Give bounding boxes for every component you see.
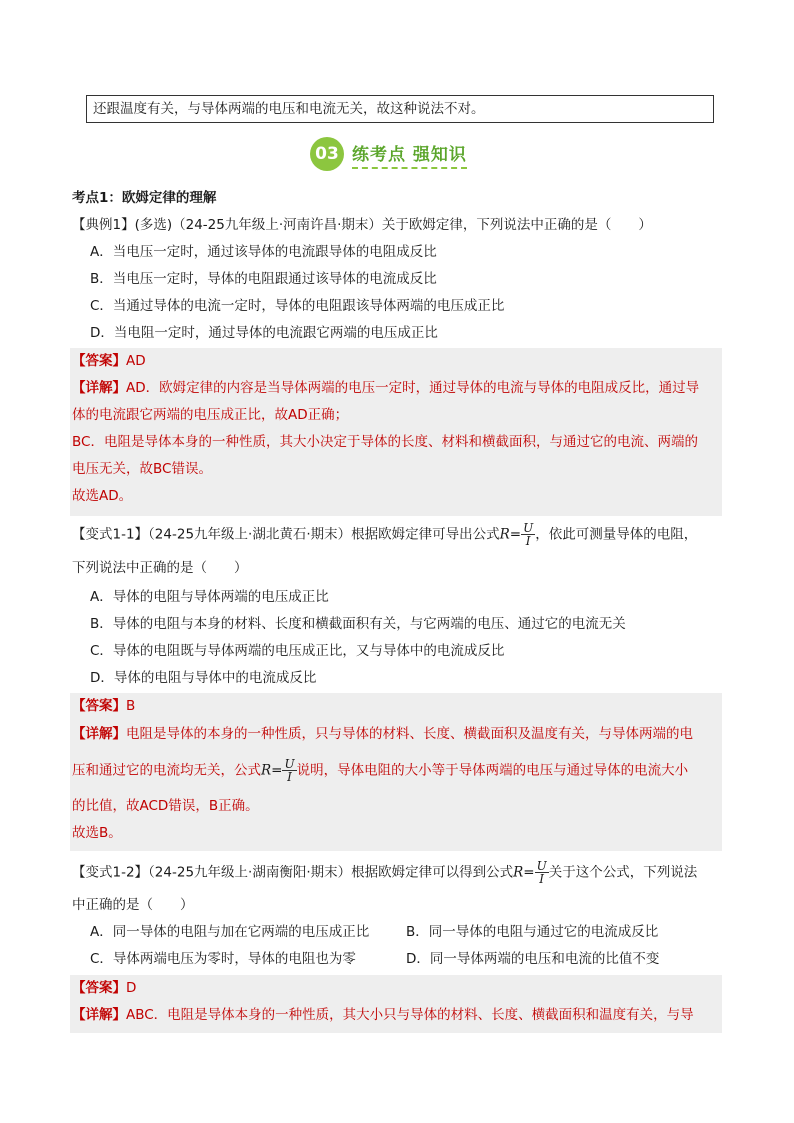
q2-option-c: C．导体的电阻既与导体两端的电压成正比，又与导体中的电流成反比 — [90, 643, 505, 659]
banner-title: 练考点 强知识 — [352, 140, 467, 169]
q3-answer-label: 【答案】 — [72, 980, 126, 996]
q1-detail-line-3: BC．电阻是导体本身的一种性质，其大小决定于导体的长度、材料和横截面积，与通过它的电流、两端的 — [72, 434, 698, 450]
q2-detail-text-1: 电阻是导体的本身的一种性质，只与导体的材料、长度、横截面积及温度有关，与导体两端的电 — [126, 726, 693, 742]
q2-stem — [72, 522, 697, 547]
q1-detail-line-4: 电压无关，故BC错误。 — [72, 461, 212, 477]
q2-formula-eq: = — [509, 526, 522, 543]
formula-numerator: U — [536, 859, 547, 873]
section-title: 考点1：欧姆定律的理解 — [72, 190, 217, 206]
q2-answer — [72, 696, 135, 716]
previous-explanation-text: 还跟温度有关，与导体两端的电压和电流无关，故这种说法不对。 — [93, 101, 485, 117]
q3-stem-post: 关于这个公式，下列说法 — [548, 864, 698, 881]
q2-detail-formula-eq: = — [271, 762, 283, 779]
q1-answer-label: 【答案】 — [72, 353, 126, 369]
q1-detail-line-2: 体的电流跟它两端的电压成正比，故AD正确； — [72, 407, 349, 423]
q3-option-b: B．同一导体的电阻与通过它的电流成反比 — [406, 924, 659, 940]
q3-option-c: C．导体两端电压为零时，导体的电阻也为零 — [90, 951, 356, 967]
q1-detail-line-1 — [72, 378, 699, 398]
q1-detail-text-1: AD．欧姆定律的内容是当导体两端的电压一定时，通过导体的电流与导体的电阻成反比，通过导 — [126, 380, 700, 396]
q2-detail-line-2 — [72, 758, 688, 783]
q3-detail-text-1: ABC．电阻是导体本身的一种性质，其大小只与导体的材料、长度、横截面积和温度有关，与导 — [126, 1007, 694, 1023]
q1-option-a: A．当电压一定时，通过该导体的电流跟导体的电阻成反比 — [90, 244, 437, 260]
q2-detail-formula-fraction — [282, 758, 296, 783]
formula-denominator: I — [287, 770, 292, 784]
q2-stem-pre: 【变式1-1】（24-25九年级上·湖北黄石·期末）根据欧姆定律可导出公式 — [72, 526, 500, 543]
q1-detail-line-5: 故选AD。 — [72, 488, 133, 504]
formula-numerator: U — [284, 757, 295, 771]
q1-detail-label: 【详解】 — [72, 380, 126, 396]
q2-stem-post: ，依此可测量导体的电阻， — [535, 526, 698, 543]
q3-stem-pre: 【变式1-2】（24-25九年级上·湖南衡阳·期末）根据欧姆定律可以得到公式 — [72, 864, 514, 881]
q2-detail-text-2a: 压和通过它的电流均无关，公式 — [72, 762, 261, 779]
q1-option-c: C．当通过导体的电流一定时，导体的电阻跟该导体两端的电压成正比 — [90, 298, 505, 314]
q1-answer — [72, 351, 146, 371]
q3-detail-line-1 — [72, 1005, 694, 1025]
previous-explanation-box — [86, 95, 714, 123]
q2-answer-value: B — [126, 698, 136, 714]
banner-number-badge: 03 — [310, 137, 344, 171]
q1-option-b: B．当电压一定时，导体的电阻跟通过该导体的电流成反比 — [90, 271, 437, 287]
q2-option-b: B．导体的电阻与本身的材料、长度和横截面积有关，与它两端的电压、通过它的电流无关 — [90, 616, 626, 632]
q1-option-d: D．当电阻一定时，通过导体的电流跟它两端的电压成正比 — [90, 325, 438, 341]
q3-option-d: D．同一导体两端的电压和电流的比值不变 — [406, 951, 660, 967]
formula-denominator: I — [539, 872, 545, 886]
q2-detail-text-2b: 说明，导体电阻的大小等于导体两端的电压与通过导体的电流大小 — [296, 762, 689, 779]
q3-stem — [72, 860, 697, 885]
q3-formula-eq: = — [523, 864, 535, 881]
q1-stem: 【典例1】(多选)（24-25九年级上·河南许昌·期末）关于欧姆定律，下列说法中正确的是（ ） — [72, 217, 652, 233]
formula-denominator: I — [525, 534, 531, 548]
q2-detail-line-4: 故选B。 — [72, 825, 122, 841]
q2-stem-line-2: 下列说法中正确的是（ ） — [72, 560, 248, 576]
q2-option-a: A．导体的电阻与导体两端的电压成正比 — [90, 589, 329, 605]
q2-detail-formula-lhs: R — [261, 762, 272, 779]
q3-stem-line-2: 中正确的是（ ） — [72, 897, 194, 913]
q3-formula-fraction — [535, 860, 549, 885]
q2-detail-label: 【详解】 — [72, 726, 126, 742]
q2-detail-line-1 — [72, 724, 693, 744]
q2-detail-line-3: 的比值，故ACD错误，B正确。 — [72, 798, 259, 814]
q3-answer — [72, 978, 136, 998]
q3-detail-label: 【详解】 — [72, 1007, 126, 1023]
q2-answer-label: 【答案】 — [72, 698, 126, 714]
q1-answer-value: AD — [126, 353, 146, 369]
q2-formula-lhs: R — [499, 526, 510, 543]
q2-option-d: D．导体的电阻与导体中的电流成反比 — [90, 670, 317, 686]
q3-option-a: A．同一导体的电阻与加在它两端的电压成正比 — [90, 924, 370, 940]
q3-formula-lhs: R — [513, 864, 524, 881]
q2-formula-fraction — [521, 522, 535, 547]
section-banner — [310, 137, 486, 171]
formula-numerator: U — [523, 521, 534, 535]
q3-answer-value: D — [126, 980, 137, 996]
